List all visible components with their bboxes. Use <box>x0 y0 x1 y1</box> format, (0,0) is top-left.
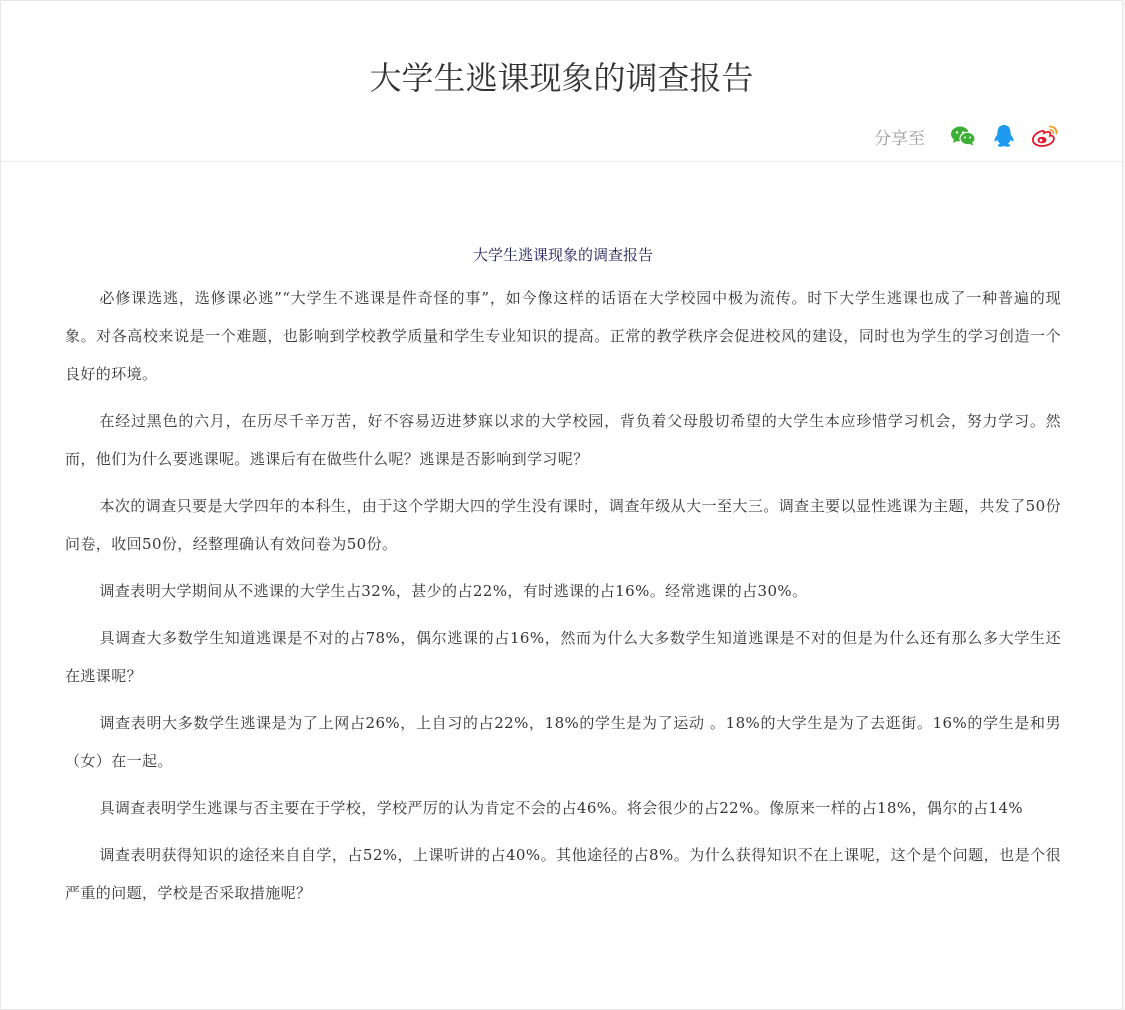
share-label: 分享至 <box>874 128 925 149</box>
qq-share-button[interactable] <box>989 121 1019 151</box>
page-title: 大学生逃课现象的调查报告 <box>369 59 754 97</box>
paragraph-8: 调查表明获得知识的途径来自自学，占52%，上课听讲的占40%。其他途径的占8%。为什么获得知识不在上课呢，这个是个问题，也是个很严重的问题，学校是否采取措施呢？ <box>65 846 1061 902</box>
wechat-share-button[interactable] <box>948 121 978 151</box>
paragraph-1: 必修课选逃，选修课必逃”“大学生不逃课是件奇怪的事”，如今像这样的话语在大学校园中极为流传。时下大学生逃课也成了一种普遍的现象。对各高校来说是一个难题，也影响到学校教学质量和学生专业知识的提高。正常的教学秩序会促进校风的建设，同时也为学生的学习创造一个良好的环境。 <box>65 289 1061 383</box>
paragraph-2: 在经过黑色的六月，在历尽千辛万苦，好不容易迈进梦寐以求的大学校园，背负着父母殷切希望的大学生本应珍惜学习机会，努力学习。然而，他们为什么要逃课呢。逃课后有在做些什么呢？逃课是否影响到学习呢？ <box>65 412 1061 468</box>
paragraph-4: 调查表明大学期间从不逃课的大学生占32%，甚少的占22%，有时逃课的占16%。经常逃课的占30%。 <box>99 582 808 600</box>
share-bar <box>874 121 1060 151</box>
article-title: 大学生逃课现象的调查报告 <box>472 246 653 264</box>
paragraph-7: 具调查表明学生逃课与否主要在于学校，学校严厉的认为肯定不会的占46%。将会很少的占22%。像原来一样的占18%，偶尔的占14% <box>99 799 1024 817</box>
paragraph-3: 本次的调查只要是大学四年的本科生，由于这个学期大四的学生没有课时，调查年级从大一至大三。调查主要以显性逃课为主题，共发了50份问卷，收回50份，经整理确认有效问卷为50份。 <box>65 497 1061 553</box>
weibo-icon <box>1031 124 1059 148</box>
weibo-share-button[interactable] <box>1030 121 1060 151</box>
paragraph-6: 调查表明大多数学生逃课是为了上网占26%，上自习的占22%，18%的学生是为了运动 。18%的大学生是为了去逛街。16%的学生是和男（女）在一起。 <box>65 714 1061 770</box>
wechat-icon <box>950 125 976 147</box>
qq-icon <box>993 124 1015 148</box>
article-body <box>65 161 1061 921</box>
article-header <box>1 1 1122 162</box>
paragraph-5: 具调查大多数学生知道逃课是不对的占78%，偶尔逃课的占16%，然而为什么大多数学生知道逃课是不对的但是为什么还有那么多大学生还在逃课呢？ <box>65 629 1061 685</box>
